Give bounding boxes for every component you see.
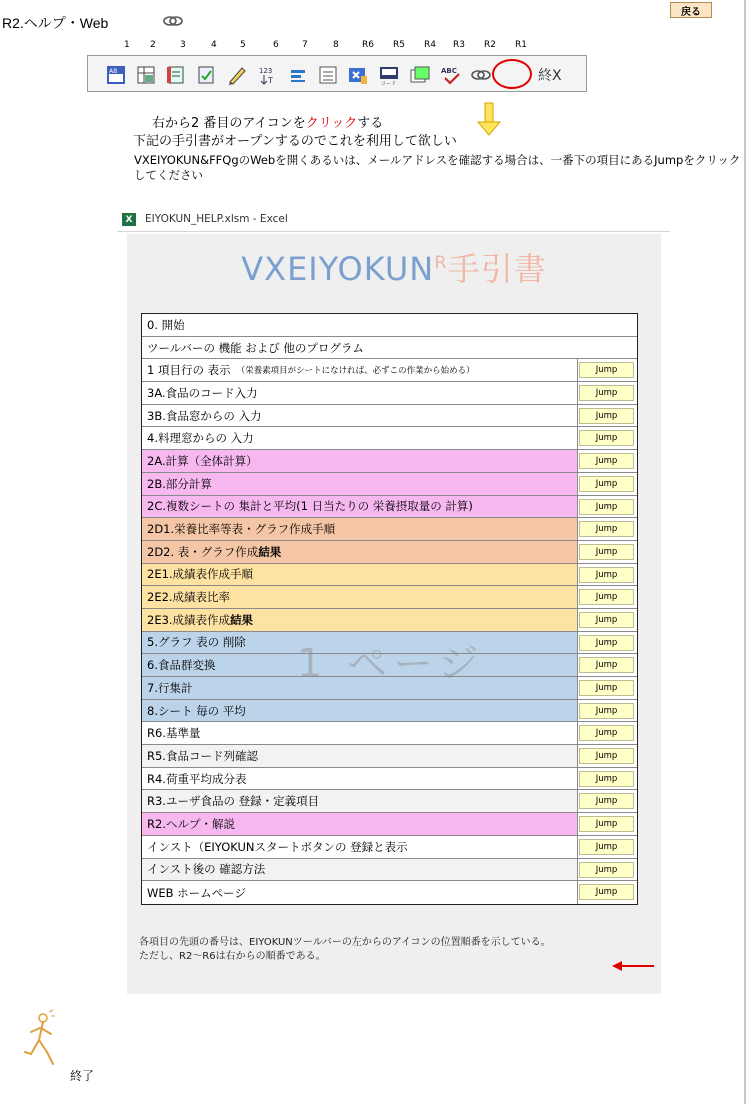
menu-row bbox=[142, 813, 637, 836]
back-button[interactable]: 戻る bbox=[670, 2, 712, 18]
menu-row-label: 3A.食品のコード入力 bbox=[142, 382, 578, 404]
jump-button[interactable]: Jump bbox=[579, 635, 634, 651]
menu-row bbox=[142, 768, 637, 791]
toolbar-position-number: 7 bbox=[302, 40, 308, 50]
svg-text:AB: AB bbox=[109, 68, 118, 75]
menu-row bbox=[142, 359, 637, 382]
instruction-line-1: 右から2 番目のアイコンをクリックする bbox=[152, 116, 384, 131]
menu-row-label: 6.食品群変換 bbox=[142, 654, 578, 676]
toolbar-position-number: 3 bbox=[180, 40, 186, 50]
menu-row-label: 2A.計算（全体計算） bbox=[142, 450, 578, 472]
menu-row-label: 4.料理窓からの 入力 bbox=[142, 427, 578, 449]
jump-button[interactable]: Jump bbox=[579, 748, 634, 764]
toolbar-position-number: 5 bbox=[240, 40, 246, 50]
toolbar-position-number: R3 bbox=[453, 40, 465, 50]
menu-row bbox=[142, 836, 637, 859]
jump-button[interactable]: Jump bbox=[579, 362, 634, 378]
menu-row bbox=[142, 496, 637, 519]
jump-button[interactable]: Jump bbox=[579, 703, 634, 719]
instruction-line-2: 下記の手引書がオープンするのでこれを利用して欲しい bbox=[133, 134, 457, 149]
jump-button[interactable]: Jump bbox=[579, 816, 634, 832]
menu-row-label: R2.ヘルプ・解説 bbox=[142, 813, 578, 835]
help-sheet bbox=[127, 234, 661, 994]
exit-button[interactable]: 終X bbox=[538, 68, 562, 84]
menu-row-label: 8.シート 毎の 平均 bbox=[142, 700, 578, 722]
menu-row-label: インスト後の 確認方法 bbox=[142, 859, 578, 881]
menu-row bbox=[142, 427, 637, 450]
menu-row bbox=[142, 314, 637, 337]
menu-row bbox=[142, 564, 637, 587]
svg-text:T: T bbox=[268, 76, 273, 85]
abc-check-icon[interactable] bbox=[440, 64, 462, 86]
jump-button[interactable]: Jump bbox=[579, 793, 634, 809]
menu-row-label: WEB ホームページ bbox=[142, 881, 578, 904]
menu-row-label: R4.荷重平均成分表 bbox=[142, 768, 578, 790]
menu-row-label: R5.食品コード列確認 bbox=[142, 745, 578, 767]
menu-row bbox=[142, 405, 637, 428]
food-box-icon[interactable] bbox=[378, 64, 400, 86]
footnote-line-2: ただし、R2～R6は右からの順番である。 bbox=[139, 951, 326, 962]
jump-button[interactable]: Jump bbox=[579, 771, 634, 787]
menu-row-label: 2C.複数シートの 集計と平均(1 日当たりの 栄養摂取量の 計算) bbox=[142, 496, 578, 518]
menu-row bbox=[142, 541, 637, 564]
menu-row-label: ツールバーの 機能 および 他のプログラム bbox=[142, 337, 637, 359]
menu-row bbox=[142, 609, 637, 632]
page-watermark: 1 ページ bbox=[297, 641, 485, 687]
menu-row-label: 2E2.成績表比率 bbox=[142, 586, 578, 608]
menu-row bbox=[142, 518, 637, 541]
pointer-arrow-icon bbox=[612, 960, 654, 972]
jump-button[interactable]: Jump bbox=[579, 680, 634, 696]
menu-row-label: R6.基準量 bbox=[142, 722, 578, 744]
excel-icon: X bbox=[122, 213, 136, 226]
menu-row bbox=[142, 654, 637, 677]
vx-cover-icon[interactable] bbox=[105, 64, 127, 86]
jump-button[interactable]: Jump bbox=[579, 499, 634, 515]
help-menu-table bbox=[141, 313, 638, 905]
jump-button[interactable]: Jump bbox=[579, 476, 634, 492]
svg-text:ABC: ABC bbox=[441, 67, 457, 75]
toolbar-position-number: 4 bbox=[211, 40, 217, 50]
instruction-line-3: VXEIYOKUN&FFQgのWebを開くあるいは、メールアドレスを確認する場合は、一番下の項目にあるJumpをクリックしてください bbox=[134, 153, 741, 182]
code-sort-icon[interactable] bbox=[256, 64, 278, 86]
excel-window-title: EIYOKUN_HELP.xlsm - Excel bbox=[145, 213, 288, 225]
menu-row-label: 2B.部分計算 bbox=[142, 473, 578, 495]
excel-window bbox=[117, 208, 670, 998]
help-heading: $VXEIYOKUN^R$手引書 bbox=[241, 250, 547, 288]
jump-button[interactable]: Jump bbox=[579, 544, 634, 560]
menu-row-label: 3B.食品窓からの 入力 bbox=[142, 405, 578, 427]
menu-row bbox=[142, 677, 637, 700]
jump-button[interactable]: Jump bbox=[579, 589, 634, 605]
menu-row bbox=[142, 722, 637, 745]
exit-figure-icon[interactable] bbox=[13, 1008, 67, 1074]
pencil-icon[interactable] bbox=[226, 64, 248, 86]
highlight-circle bbox=[492, 59, 532, 89]
menu-row bbox=[142, 881, 637, 904]
footnote bbox=[139, 936, 649, 964]
menu-row bbox=[142, 700, 637, 723]
toolbar-position-number: 1 bbox=[124, 40, 130, 50]
menu-row-label: 2D2. 表・グラフ作成 結果 bbox=[142, 541, 578, 563]
menu-row-label: 2D1.栄養比率等表・グラフ作成手順 bbox=[142, 518, 578, 540]
toolbar-position-number: 2 bbox=[150, 40, 156, 50]
menu-row-label: 0. 開始 bbox=[142, 314, 637, 336]
link-icon bbox=[162, 13, 184, 29]
toolbar-position-number: R5 bbox=[393, 40, 405, 50]
link-icon[interactable] bbox=[470, 64, 492, 86]
down-arrow-icon bbox=[476, 102, 502, 136]
jump-button[interactable]: Jump bbox=[579, 862, 634, 878]
jump-button[interactable]: Jump bbox=[579, 612, 634, 628]
menu-row bbox=[142, 859, 637, 882]
menu-row bbox=[142, 382, 637, 405]
menu-row-label: 2E1.成績表作成手順 bbox=[142, 564, 578, 586]
copy-icon[interactable] bbox=[409, 64, 431, 86]
jump-button[interactable]: Jump bbox=[579, 657, 634, 673]
jump-button[interactable]: Jump bbox=[579, 884, 634, 900]
svg-text:コード: コード bbox=[381, 81, 397, 86]
table-icon[interactable] bbox=[135, 64, 157, 86]
menu-row bbox=[142, 473, 637, 496]
end-label[interactable]: 終了 bbox=[70, 1069, 95, 1083]
jump-button[interactable]: Jump bbox=[579, 839, 634, 855]
jump-button[interactable]: Jump bbox=[579, 725, 634, 741]
svg-text:123: 123 bbox=[259, 67, 273, 75]
menu-row bbox=[142, 632, 637, 655]
menu-row-label: インスト（EIYOKUNスタートボタンの 登録と表示 bbox=[142, 836, 578, 858]
menu-row bbox=[142, 745, 637, 768]
footnote-line-1: 各項目の先頭の番号は、EIYOKUNツールバーの左からのアイコンの位置順番を示している。 bbox=[139, 937, 551, 948]
jump-button[interactable]: Jump bbox=[579, 521, 634, 537]
menu-row-label: 7.行集計 bbox=[142, 677, 578, 699]
bar-chart-icon[interactable] bbox=[287, 64, 309, 86]
toolbar-position-number: 8 bbox=[333, 40, 339, 50]
jump-button[interactable]: Jump bbox=[579, 453, 634, 469]
menu-row-label: 2E3.成績表作成 結果 bbox=[142, 609, 578, 631]
menu-row bbox=[142, 790, 637, 813]
food-code-icon[interactable] bbox=[347, 64, 369, 86]
toolbar-position-number: R1 bbox=[515, 40, 527, 50]
excel-titlebar bbox=[117, 208, 670, 232]
toolbar-position-numbers bbox=[88, 40, 608, 54]
menu-row-label: 1 項目行の 表示 （栄養素項目がシートになければ、必ずこの作業から始める） bbox=[142, 359, 578, 381]
menu-row bbox=[142, 337, 637, 360]
toolbar-position-number: R6 bbox=[362, 40, 374, 50]
menu-row-label: 5.グラフ 表の 削除 bbox=[142, 632, 578, 654]
page-title: R2.ヘルプ・Web bbox=[2, 15, 109, 31]
book-check-icon[interactable] bbox=[195, 64, 217, 86]
menu-row bbox=[142, 586, 637, 609]
book-icon[interactable] bbox=[165, 64, 187, 86]
toolbar-position-number: 6 bbox=[273, 40, 279, 50]
jump-button[interactable]: Jump bbox=[579, 408, 634, 424]
menu-row bbox=[142, 450, 637, 473]
menu-row-label: R3.ユーザ食品の 登録・定義項目 bbox=[142, 790, 578, 812]
jump-button[interactable]: Jump bbox=[579, 385, 634, 401]
toolbar-position-number: R4 bbox=[424, 40, 436, 50]
list-window-icon[interactable] bbox=[317, 64, 339, 86]
jump-button[interactable]: Jump bbox=[579, 567, 634, 583]
jump-button[interactable]: Jump bbox=[579, 430, 634, 446]
eiyokun-toolbar bbox=[87, 55, 587, 92]
toolbar-position-number: R2 bbox=[484, 40, 496, 50]
